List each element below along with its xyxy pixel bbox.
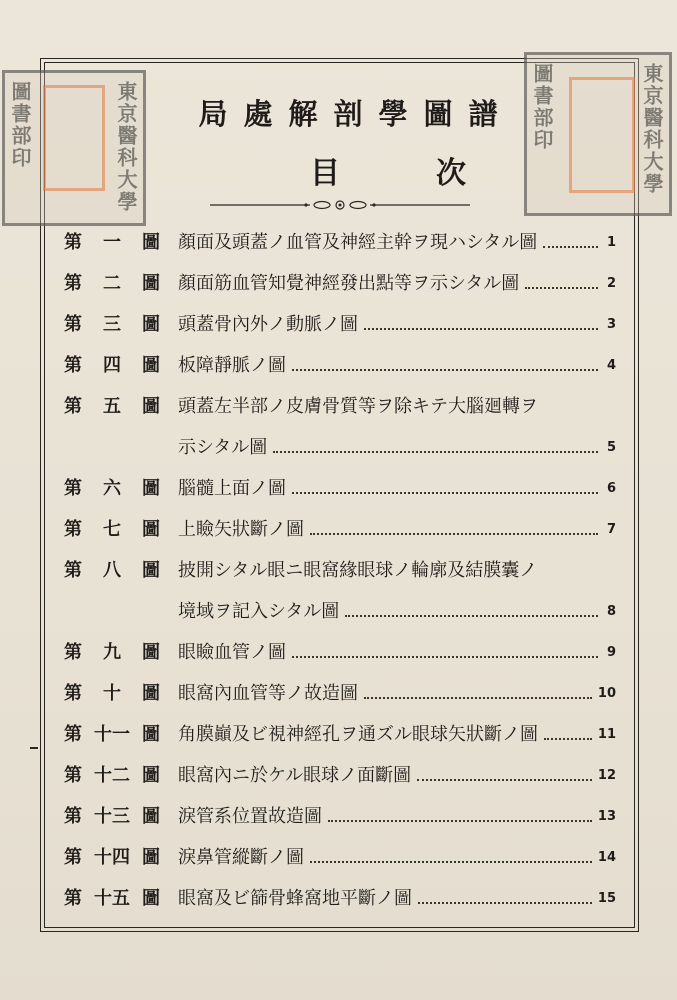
figure-title-text: 頭蓋左半部ノ皮膚骨質等ヲ除キテ大腦廻轉ヲ	[178, 396, 538, 417]
figure-title	[178, 720, 616, 750]
figure-number-part: 第	[64, 765, 82, 786]
figure-title-text: 淚鼻管縱斷ノ圖	[178, 847, 304, 868]
stamp-left-text-2: 圖書部印	[8, 81, 32, 169]
figure-number-part: 第	[64, 396, 82, 417]
figure-title	[178, 597, 616, 627]
toc-entry[interactable]	[60, 679, 616, 709]
figure-number	[64, 802, 160, 832]
figure-number-part: 第	[64, 519, 82, 540]
book-title: 局處解剖學圖譜	[198, 97, 514, 131]
leader-dots	[292, 491, 598, 494]
toc-entry[interactable]	[60, 638, 616, 668]
figure-number-part: 第	[64, 683, 82, 704]
figure-title	[178, 351, 616, 381]
figure-number	[64, 310, 160, 340]
figure-number	[64, 228, 160, 258]
figure-title	[178, 679, 616, 709]
toc-entry[interactable]	[60, 351, 616, 381]
figure-title	[178, 884, 616, 914]
figure-number-part: 圖	[142, 724, 160, 745]
figure-number-part: 圖	[142, 806, 160, 827]
leader-dots	[273, 450, 598, 453]
figure-number-part: 圖	[142, 847, 160, 868]
page-number: 15	[597, 891, 616, 906]
figure-number-part: 五	[103, 396, 121, 417]
figure-title-text: 境域ヲ記入シタル圖	[178, 601, 340, 622]
figure-number-part: 四	[103, 355, 121, 376]
leader-dots	[345, 614, 598, 617]
figure-number-part: 圖	[142, 683, 160, 704]
figure-title-text: 顏面筋血管知覺神經發出點等ヲ示シタル圖	[178, 273, 520, 294]
page-number: 10	[597, 686, 616, 701]
figure-title-text: 板障靜脈ノ圖	[178, 355, 286, 376]
figure-number-part: 圖	[142, 273, 160, 294]
contents-heading: 目次	[310, 156, 562, 191]
margin-mark	[30, 747, 38, 749]
figure-number-part: 第	[64, 806, 82, 827]
figure-title	[178, 392, 616, 422]
figure-title-text: 腦髓上面ノ圖	[178, 478, 286, 499]
figure-title	[178, 269, 616, 299]
leader-dots	[525, 286, 598, 289]
page-number: 5	[606, 440, 616, 455]
figure-title-text: 示シタル圖	[178, 437, 268, 458]
figure-number-part: 第	[64, 273, 82, 294]
toc-entry[interactable]	[60, 761, 616, 791]
stamp-right-text: 東京醫科大學	[640, 63, 664, 195]
figure-number	[64, 761, 160, 791]
figure-number-part: 圖	[142, 642, 160, 663]
figure-title	[178, 474, 616, 504]
figure-number-part: 七	[103, 519, 121, 540]
toc-entry-continuation[interactable]	[60, 597, 616, 627]
figure-number	[64, 679, 160, 709]
figure-number	[64, 884, 160, 914]
leader-dots	[328, 819, 592, 822]
toc-entry[interactable]	[60, 802, 616, 832]
figure-number-part: 圖	[142, 314, 160, 335]
figure-number-part: 圖	[142, 478, 160, 499]
figure-number	[64, 392, 160, 422]
toc-entry[interactable]	[60, 515, 616, 545]
page-number: 8	[606, 604, 616, 619]
figure-number-part: 十二	[94, 765, 130, 786]
leader-dots	[364, 327, 598, 330]
figure-title	[178, 761, 616, 791]
figure-number-part: 一	[103, 232, 121, 253]
figure-number-part: 第	[64, 560, 82, 581]
leader-dots	[310, 532, 598, 535]
figure-number-part: 十一	[94, 724, 130, 745]
page-number: 9	[606, 645, 616, 660]
figure-title-text: 顏面及頭蓋ノ血管及神經主幹ヲ現ハシタル圖	[178, 232, 538, 253]
figure-title-text: 眼窩內ニ於ケル眼球ノ面斷圖	[178, 765, 412, 786]
figure-number	[64, 720, 160, 750]
figure-title	[178, 310, 616, 340]
page-number: 2	[606, 276, 616, 291]
toc-entry-continuation[interactable]	[60, 433, 616, 463]
figure-title-text: 頭蓋骨內外ノ動脈ノ圖	[178, 314, 358, 335]
page-number: 13	[597, 809, 616, 824]
figure-title-text: 眼窩內血管等ノ故造圖	[178, 683, 358, 704]
library-stamp-left	[2, 70, 146, 226]
page-number: 7	[606, 522, 616, 537]
figure-number-part: 圖	[142, 232, 160, 253]
toc-entry[interactable]	[60, 556, 616, 586]
figure-number	[64, 351, 160, 381]
toc-entry[interactable]	[60, 884, 616, 914]
figure-number-part: 十四	[94, 847, 130, 868]
figure-number-part: 第	[64, 232, 82, 253]
figure-number-part: 第	[64, 478, 82, 499]
toc-entry[interactable]	[60, 843, 616, 873]
figure-number	[64, 556, 160, 586]
figure-title-text: 角膜巓及ビ視神經孔ヲ通ズル眼球矢狀斷ノ圖	[178, 724, 538, 745]
figure-number	[64, 474, 160, 504]
figure-number	[64, 843, 160, 873]
figure-number-part: 六	[103, 478, 121, 499]
figure-title	[178, 802, 616, 832]
stamp-left-text: 東京醫科大學	[114, 81, 138, 213]
figure-number-part: 圖	[142, 396, 160, 417]
figure-title-text: 披開シタル眼ニ眼窩緣眼球ノ輪廓及結膜囊ノ	[178, 560, 538, 581]
figure-number-part: 八	[103, 560, 121, 581]
figure-number	[64, 638, 160, 668]
figure-number-part: 圖	[142, 560, 160, 581]
leader-dots	[292, 655, 598, 658]
stamp-right-text-2: 圖書部印	[530, 63, 554, 151]
figure-title	[178, 843, 616, 873]
page-number: 6	[606, 481, 616, 496]
leader-dots	[310, 860, 592, 863]
figure-number-part: 十五	[94, 888, 130, 909]
leader-dots	[418, 901, 592, 904]
page-number: 3	[606, 317, 616, 332]
figure-number-part: 第	[64, 847, 82, 868]
leader-dots	[543, 245, 598, 248]
figure-title	[178, 228, 616, 258]
figure-title-text: 眼窩及ビ篩骨蜂窩地平斷ノ圖	[178, 888, 412, 909]
figure-number-part: 三	[103, 314, 121, 335]
figure-number-part: 第	[64, 314, 82, 335]
figure-title-text: 上瞼矢狀斷ノ圖	[178, 519, 304, 540]
leader-dots	[292, 368, 598, 371]
leader-dots	[417, 778, 592, 781]
figure-number	[64, 515, 160, 545]
figure-title-text: 淚管系位置故造圖	[178, 806, 322, 827]
figure-number-part: 二	[103, 273, 121, 294]
page-number: 11	[597, 727, 616, 742]
figure-title	[178, 556, 616, 586]
figure-number	[64, 269, 160, 299]
toc-entry[interactable]	[60, 392, 616, 422]
figure-number-part: 圖	[142, 765, 160, 786]
toc-entry[interactable]	[60, 269, 616, 299]
figure-number-part: 十三	[94, 806, 130, 827]
page-number: 1	[606, 235, 616, 250]
figure-title	[178, 433, 616, 463]
page-number: 12	[597, 768, 616, 783]
figure-number-part: 圖	[142, 888, 160, 909]
toc-entry[interactable]	[60, 474, 616, 504]
page-number: 4	[606, 358, 616, 373]
leader-dots	[544, 737, 592, 740]
figure-number-part: 圖	[142, 355, 160, 376]
toc-entry[interactable]	[60, 228, 616, 258]
decorative-rule	[210, 196, 470, 214]
toc-entry[interactable]	[60, 720, 616, 750]
figure-number-part: 第	[64, 642, 82, 663]
page-number: 14	[597, 850, 616, 865]
figure-number-part: 第	[64, 888, 82, 909]
figure-title	[178, 515, 616, 545]
figure-number-part: 第	[64, 355, 82, 376]
leader-dots	[364, 696, 592, 699]
figure-number-part: 十	[103, 683, 121, 704]
toc-entry[interactable]	[60, 310, 616, 340]
figure-title	[178, 638, 616, 668]
figure-number-part: 圖	[142, 519, 160, 540]
figure-title-text: 眼瞼血管ノ圖	[178, 642, 286, 663]
figure-number-part: 九	[103, 642, 121, 663]
figure-number-part: 第	[64, 724, 82, 745]
